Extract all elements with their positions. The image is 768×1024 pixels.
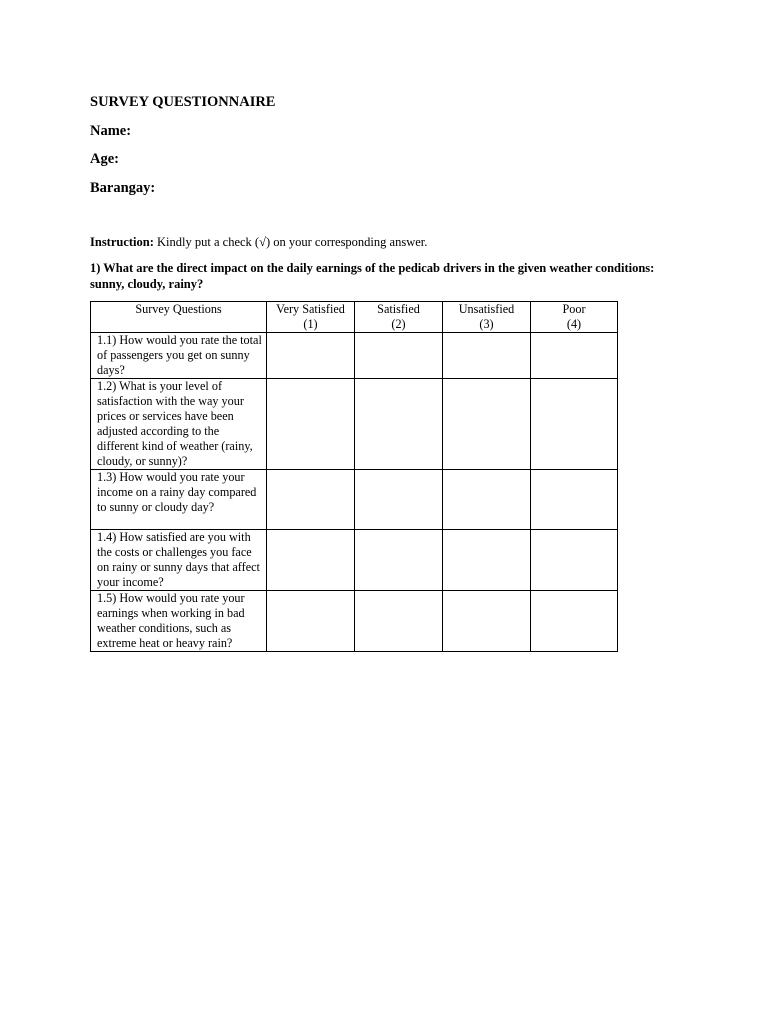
- answer-cell-satisfied[interactable]: [355, 379, 443, 470]
- answer-cell-poor[interactable]: [531, 470, 618, 530]
- header-very-satisfied: [267, 302, 355, 333]
- header-survey-questions: [91, 302, 267, 333]
- instruction-body: Kindly put a check (√) on your corresponding answer.: [153, 235, 428, 249]
- instruction-text: [90, 235, 427, 250]
- answer-cell-poor[interactable]: [531, 530, 618, 591]
- answer-cell-very-satisfied[interactable]: [267, 379, 355, 470]
- table-header-row: [91, 302, 618, 333]
- header-unsatisfied-label: Unsatisfied: [458, 302, 515, 316]
- question-cell: 1.2) What is your level of satisfaction with the way your prices or services have been adjusted according to the different kind of weather (rainy, cloudy, or sunny)?: [91, 379, 267, 470]
- survey-table: [90, 301, 618, 652]
- header-poor: [531, 302, 618, 333]
- table-row: [91, 591, 618, 652]
- document-title: SURVEY QUESTIONNAIRE: [90, 94, 276, 110]
- header-poor-number: (4): [566, 317, 582, 331]
- question-heading: 1) What are the direct impact on the daily earnings of the pedicab drivers in the given weather conditions: sunny, cloudy, rainy?: [90, 261, 655, 291]
- age-field-label: Age:: [90, 151, 119, 167]
- header-very-satisfied-number: (1): [303, 317, 318, 331]
- answer-cell-unsatisfied[interactable]: [443, 379, 531, 470]
- header-survey-questions-label: Survey Questions: [135, 302, 222, 316]
- instruction-label: Instruction:: [90, 235, 154, 249]
- answer-cell-unsatisfied[interactable]: [443, 333, 531, 379]
- answer-cell-very-satisfied[interactable]: [267, 530, 355, 591]
- answer-cell-poor[interactable]: [531, 333, 618, 379]
- question-cell: 1.5) How would you rate your earnings when working in bad weather conditions, such as extreme heat or heavy rain?: [91, 591, 267, 652]
- question-cell: 1.3) How would you rate your income on a rainy day compared to sunny or cloudy day?: [91, 470, 267, 530]
- question-cell: 1.1) How would you rate the total of passengers you get on sunny days?: [91, 333, 267, 379]
- table-row: [91, 333, 618, 379]
- table-row: [91, 470, 618, 530]
- answer-cell-unsatisfied[interactable]: [443, 591, 531, 652]
- header-satisfied: [355, 302, 443, 333]
- answer-cell-unsatisfied[interactable]: [443, 470, 531, 530]
- header-very-satisfied-label: Very Satisfied: [276, 302, 345, 316]
- header-satisfied-label: Satisfied: [377, 302, 420, 316]
- name-field-label: Name:: [90, 123, 132, 139]
- answer-cell-satisfied[interactable]: [355, 591, 443, 652]
- answer-cell-poor[interactable]: [531, 379, 618, 470]
- header-unsatisfied: [443, 302, 531, 333]
- answer-cell-poor[interactable]: [531, 591, 618, 652]
- answer-cell-satisfied[interactable]: [355, 333, 443, 379]
- header-poor-label: Poor: [562, 302, 586, 316]
- answer-cell-unsatisfied[interactable]: [443, 530, 531, 591]
- table-row: [91, 530, 618, 591]
- question-cell: 1.4) How satisfied are you with the costs or challenges you face on rainy or sunny days that affect your income?: [91, 530, 267, 591]
- answer-cell-satisfied[interactable]: [355, 470, 443, 530]
- answer-cell-very-satisfied[interactable]: [267, 591, 355, 652]
- table-row: [91, 379, 618, 470]
- answer-cell-very-satisfied[interactable]: [267, 470, 355, 530]
- answer-cell-satisfied[interactable]: [355, 530, 443, 591]
- header-unsatisfied-number: (3): [479, 317, 494, 331]
- barangay-field-label: Barangay:: [90, 180, 156, 196]
- answer-cell-very-satisfied[interactable]: [267, 333, 355, 379]
- header-satisfied-number: (2): [391, 317, 406, 331]
